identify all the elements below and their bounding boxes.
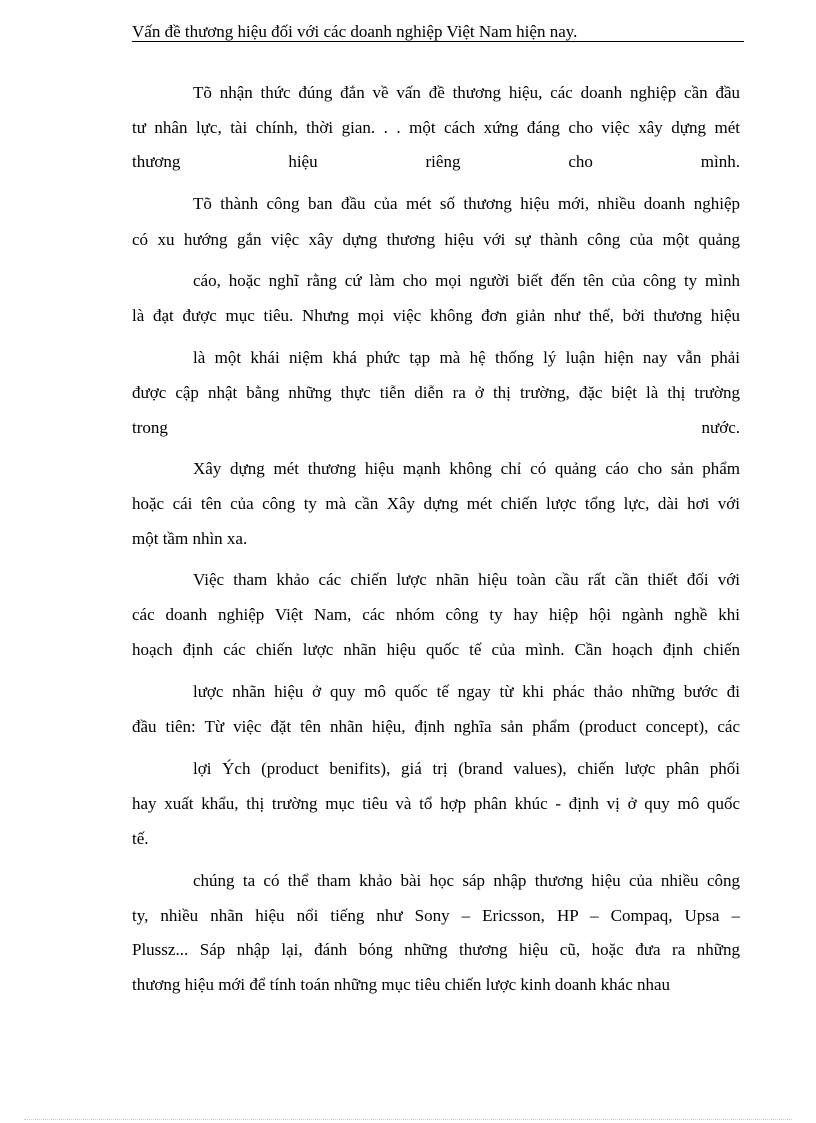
text-line: là đạt được mục tiêu. Nhưng mọi việc không đơn giản như thế, bởi thương hiệu — [132, 306, 740, 325]
text-line: Việc tham khảo các chiến lược nhãn hiệu toàn cầu rất cần thiết đối với — [193, 570, 740, 589]
text-line: cáo, hoặc nghĩ rằng cứ làm cho mọi người biết đến tên của công ty mình — [193, 271, 740, 290]
text-line: tế. — [132, 829, 149, 848]
text-line: Xây dựng mét thương hiệu mạnh không chỉ có quảng cáo cho sản phẩm — [193, 459, 740, 478]
text-line: có xu hướng gắn việc xây dựng thương hiệu với sự thành công của một quảng — [132, 230, 740, 249]
text-line: lược nhãn hiệu ở quy mô quốc tế ngay từ khi phác thảo những bước đi — [193, 682, 740, 701]
text-line: Plussz... Sáp nhập lại, đánh bóng những thương hiệu cũ, hoặc đưa ra những — [132, 940, 740, 959]
text-line: Tõ nhận thức đúng đắn về vấn đề thương hiệu, các doanh nghiệp cần đầu — [193, 83, 740, 102]
text-line: trong nước. — [132, 418, 740, 437]
text-line: là một khái niệm khá phức tạp mà hệ thống lý luận hiện nay vẫn phải — [193, 348, 740, 367]
text-line: thương hiệu riêng cho mình. — [132, 152, 740, 171]
text-line: hay xuất khẩu, thị trường mục tiêu và tổ hợp phân khúc - định vị ở quy mô quốc — [132, 794, 740, 813]
text-line: Tõ thành công ban đầu của mét số thương hiệu mới, nhiều doanh nghiệp — [193, 194, 740, 213]
text-line: tư nhân lực, tài chính, thời gian. . . một cách xứng đáng cho việc xây dựng mét — [132, 118, 740, 137]
text-line: hoặc cái tên của công ty mà cần Xây dựng mét chiến lược tổng lực, dài hơi với — [132, 494, 740, 513]
text-line: thương hiệu mới để tính toán những mục tiêu chiến lược kinh doanh khác nhau — [132, 975, 671, 994]
text-line: đầu tiên: Từ việc đặt tên nhãn hiệu, định nghĩa sản phẩm (product concept), các — [132, 717, 740, 736]
text-line: ty, nhiều nhãn hiệu nổi tiếng như Sony – Ericsson, HP – Compaq, Upsa – — [132, 906, 740, 925]
page-header: Vấn đề thương hiệu đối với các doanh nghiệp Việt Nam hiện nay. — [132, 22, 744, 42]
text-line: hoạch định các chiến lược nhãn hiệu quốc tế của mình. Cần hoạch định chiến — [132, 640, 740, 659]
text-line: chúng ta có thể tham khảo bài học sáp nhập thương hiệu của nhiều công — [193, 871, 740, 890]
text-line: lợi Ých (product benifits), giá trị (brand values), chiến lược phân phối — [193, 759, 740, 778]
page-bottom-divider — [24, 1119, 792, 1120]
text-line: được cập nhật bằng những thực tiễn diễn ra ở thị trường, đặc biệt là thị trường — [132, 383, 740, 402]
text-line: một tầm nhìn xa. — [132, 529, 248, 548]
text-line: các doanh nghiệp Việt Nam, các nhóm công ty hay hiệp hội ngành nghề khi — [132, 605, 740, 624]
